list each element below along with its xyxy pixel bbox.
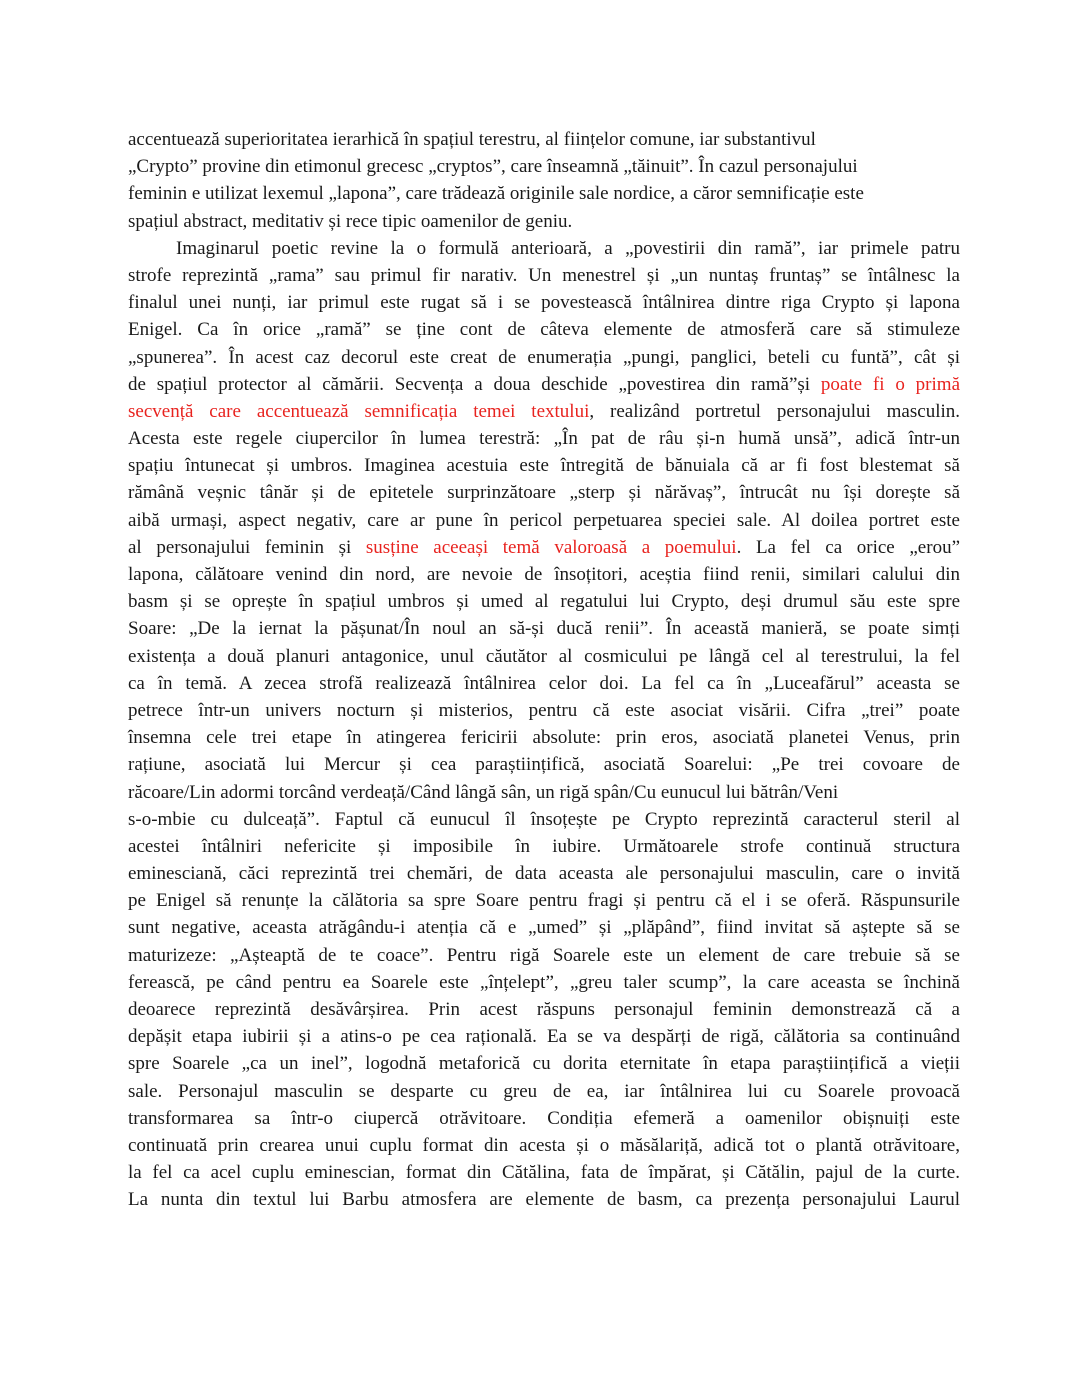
text-segment: Acesta este regele ciupercilor în lumea terestră: „În pat de râu și-n humă unsă”, adică într-un <box>128 428 960 450</box>
text-segment: maturizeze: „Așteaptă de te coace”. Pentru rigă Soarele este un element de care trebuie să se <box>128 944 960 966</box>
text-line <box>128 425 960 452</box>
text-line <box>128 615 960 642</box>
text-line <box>128 833 960 860</box>
text-line <box>128 860 960 887</box>
text-line <box>128 670 960 697</box>
text-segment: continuată prin crearea unui cuplu format din acesta și o măsălariță, adică tot o plantă otrăvitoare, <box>128 1134 960 1156</box>
text-line <box>128 1050 960 1077</box>
text-line <box>128 969 960 996</box>
text-segment: basm și se oprește în spațiul umbros și umed al regatului lui Crypto, deși drumul său este spre <box>128 591 960 613</box>
text-line <box>128 724 960 751</box>
text-line <box>128 942 960 969</box>
text-line <box>128 208 960 235</box>
text-line <box>128 126 960 153</box>
text-line <box>128 452 960 479</box>
body-text <box>128 126 960 1214</box>
text-segment: strofe reprezintă „rama” sau primul fir narativ. Un menestrel și „un nuntaș fruntaș” se întâlnesc la <box>128 264 960 286</box>
text-segment: ferească, pe când pentru ea Soarele este „înțelept”, „greu taler scump”, la care aceasta se închină <box>128 971 960 993</box>
text-segment: „Crypto” provine din etimonul grecesc „cryptos”, care înseamnă „tăinuit”. În cazul personajului <box>128 156 858 178</box>
text-line <box>128 1023 960 1050</box>
text-segment: aibă urmași, aspect negativ, care ar pune în pericol perpetuarea speciei sale. Al doilea portret este <box>128 509 960 531</box>
text-segment: sunt negative, aceasta atrăgându-i atenția că e „umed” și „plăpând”, fiind invitat să aștepte să se <box>128 917 960 939</box>
text-segment: rămână veșnic tânăr și de epitetele surprinzătoare „sterp și nărăvaș”, întrucât nu își dorește să <box>128 482 960 504</box>
text-segment: depășit etapa iubirii și a atins-o pe cea rațională. Ea se va despărți de rigă, călătoria sa continuând <box>128 1026 960 1048</box>
text-segment: La nunta din textul lui Barbu atmosfera are elemente de basm, ca prezența personajului Laurul <box>128 1189 960 1211</box>
text-segment: Soare: „De la iernat la pășunat/În noul an să-și ducă renii”. În această manieră, se poate simți <box>128 618 960 640</box>
text-line <box>128 507 960 534</box>
text-segment: deoarece reprezintă desăvârșirea. Prin acest răspuns personajul feminin demonstrează că a <box>128 999 960 1020</box>
text-segment: eminesciană, căci reprezintă trei chemări, de data aceasta ale personajului masculin, care o invită <box>128 863 960 885</box>
text-line <box>128 779 960 806</box>
text-segment: accentuează superioritatea ierarhică în spațiul terestru, al ființelor comune, iar substantivul <box>128 129 816 150</box>
text-segment: feminin e utilizat lexemul „lapona”, care trădează originile sale nordice, a căror semnificație este <box>128 183 864 205</box>
text-segment: „spunerea”. În acest caz decorul este creat de enumerația „pungi, panglici, beteli cu funtă”, cât și <box>128 346 960 368</box>
highlighted-text: susține aceeași temă valoroasă a poemului <box>365 536 737 558</box>
text-segment: sale. Personajul masculin se desparte cu greu de ea, iar întâlnirea lui cu Soarele provoacă <box>128 1080 960 1102</box>
text-line <box>128 806 960 833</box>
text-line <box>128 1132 960 1159</box>
text-line <box>128 561 960 588</box>
text-segment: Imaginarul poetic revine la o formulă anterioară, a „povestirii din ramă”, iar primele patru <box>176 237 960 259</box>
text-line <box>128 697 960 724</box>
text-line <box>128 262 960 289</box>
text-line <box>128 398 960 425</box>
text-segment: transformarea sa într-o ciupercă otrăvitoare. Condiția efemeră a oamenilor obișnuiți este <box>128 1107 960 1129</box>
text-line <box>128 887 960 914</box>
text-line <box>128 316 960 343</box>
text-line <box>128 751 960 778</box>
text-line <box>128 1078 960 1105</box>
text-line <box>128 180 960 207</box>
text-segment: Enigel. Ca în orice „ramă” se ține cont de câteva elemente de atmosferă care să stimuleze <box>128 319 960 341</box>
text-segment: al personajului feminin și <box>128 536 366 558</box>
text-line <box>128 996 960 1023</box>
text-line <box>128 914 960 941</box>
text-line <box>128 534 960 561</box>
text-line <box>128 643 960 670</box>
text-segment: pe Enigel să renunțe la călătoria sa spre Soare pentru fragi și pentru că el i se oferă. Răspunsurile <box>128 890 960 912</box>
text-segment: însemna cele trei etape în atingerea fericirii absolute: prin eros, asociată planetei Venus, prin <box>128 727 960 749</box>
text-line <box>128 371 960 398</box>
text-segment: ca în temă. A zecea strofă realizează întâlnirea celor doi. La fel ca în „Luceafărul” aceasta se <box>128 672 960 694</box>
text-segment: . La fel ca orice „erou” <box>736 536 960 558</box>
text-line <box>128 479 960 506</box>
text-line <box>128 1105 960 1132</box>
text-line <box>128 1186 960 1213</box>
text-segment: spre Soarele „ca un inel”, logodnă metaforică cu dorita eternitate în etapa paraștiințifică a vieții <box>128 1053 960 1075</box>
text-segment: răcoare/Lin adormi torcând verdeață/Când lângă sân, un rigă spân/Cu eunucul lui bătrân/Veni <box>128 781 839 803</box>
highlighted-text: poate fi o primă <box>820 373 960 395</box>
text-line <box>128 344 960 371</box>
text-segment: spațiu întunecat și umbros. Imaginea acestuia este întregită de bănuiala că ar fi fost blestemat să <box>128 455 960 477</box>
text-segment: , realizând portretul personajului masculin. <box>589 400 961 422</box>
text-segment: spațiul abstract, meditativ și rece tipic oamenilor de geniu. <box>128 210 573 232</box>
text-line <box>128 1159 960 1186</box>
text-segment: petrece într-un univers nocturn și misterios, pentru că este asociat visării. Cifra „trei” poate <box>128 699 960 721</box>
text-line <box>128 153 960 180</box>
text-line <box>128 588 960 615</box>
text-segment: existența a două planuri antagonice, unul căutător al cosmicului pe lângă cel al terestrului, la fel <box>128 645 960 667</box>
text-segment: rațiune, asociată lui Mercur și cea paraștiințifică, asociată Soarelui: „Pe trei covoare de <box>128 754 960 776</box>
text-line <box>128 235 960 262</box>
text-segment: acestei întâlniri nefericite și imposibile în iubire. Următoarele strofe continuă structura <box>128 835 960 857</box>
text-segment: s-o-mbie cu dulceață”. Faptul că eunucul îl însoțește pe Crypto reprezintă caracterul steril al <box>128 808 960 830</box>
text-segment: la fel ca acel cuplu eminescian, format din Cătălina, fata de împărat, și Cătălin, pajul de la curte. <box>128 1162 960 1184</box>
text-segment: finalul unei nunți, iar primul este rugat să i se povestească întâlnirea dintre riga Crypto și lapona <box>128 292 960 314</box>
text-segment: de spațiul protector al cămării. Secvența a doua deschide „povestirea din ramă”și <box>128 373 821 395</box>
highlighted-text: secvență care accentuează semnificația temei textului <box>128 400 590 422</box>
text-line <box>128 289 960 316</box>
text-segment: lapona, călătoare venind din nord, are nevoie de însoțitori, aceștia fiind renii, similari calului din <box>128 564 960 585</box>
